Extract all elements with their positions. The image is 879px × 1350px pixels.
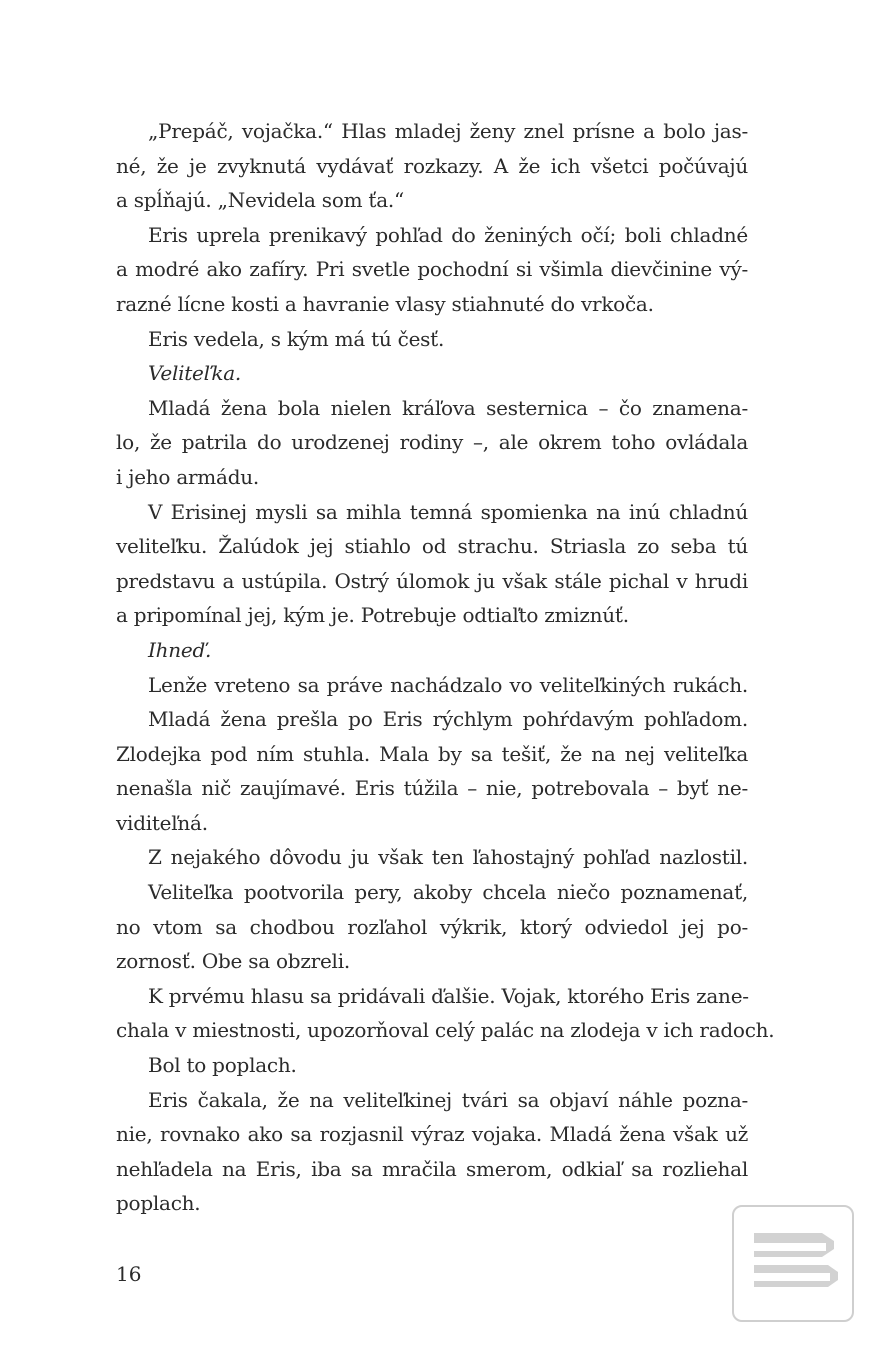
text-line: Lenže vreteno sa práve nachádzalo vo veliteľkiných rukách. <box>148 672 748 697</box>
text-line: a spĺňajú. „Nevidela som ťa.“ <box>116 188 404 213</box>
page-number: 16 <box>116 1262 142 1286</box>
text-line: Ihneď. <box>148 637 212 662</box>
text-line: Bol to poplach. <box>148 1053 297 1078</box>
text-line: Mladá žena bola nielen kráľova sesternica – čo znamena- <box>148 395 748 420</box>
text-line: lo, že patrila do urodzenej rodiny –, ale okrem toho ovládala <box>116 430 748 455</box>
text-line: veliteľku. Žalúdok jej stiahlo od strachu. Striasla zo seba tú <box>116 534 748 559</box>
text-line: i jeho armádu. <box>116 464 259 489</box>
text-line: né, že je zvyknutá vydávať rozkazy. A že ich všetci počúvajú <box>116 153 748 178</box>
text-line: „Prepáč, vojačka.“ Hlas mladej ženy znel prísne a bolo jas- <box>148 119 748 143</box>
text-line: a modré ako zafíry. Pri svetle pochodní si všimla dievčinine vý- <box>116 257 748 282</box>
text-line: chala v miestnosti, upozorňoval celý palác na zlodeja v ich radoch. <box>116 1018 775 1043</box>
text-line: Eris čakala, že na veliteľkinej tvári sa objaví náhle pozna- <box>148 1087 748 1112</box>
book-stack-logo-icon <box>732 1205 854 1322</box>
text-line: Eris uprela prenikavý pohľad do ženiných očí; boli chladné <box>148 222 748 247</box>
text-line: predstavu a ustúpila. Ostrý úlomok ju však stále pichal v hrudi <box>116 568 748 593</box>
text-line: nenašla nič zaujímavé. Eris túžila – nie, potrebovala – byť ne- <box>116 776 748 801</box>
text-line: V Erisinej mysli sa mihla temná spomienka na inú chladnú <box>148 499 748 524</box>
text-line: Zlodejka pod ním stuhla. Mala by sa tešiť, že na nej veliteľka <box>116 741 748 766</box>
text-line: Z nejakého dôvodu ju však ten ľahostajný pohľad nazlostil. <box>148 845 748 870</box>
text-line: nie, rovnako ako sa rozjasnil výraz vojaka. Mladá žena však už <box>116 1122 748 1147</box>
text-line: viditeľná. <box>116 810 208 835</box>
text-line: zornosť. Obe sa obzreli. <box>116 949 350 974</box>
body-text <box>116 114 775 1221</box>
text-line: a pripomínal jej, kým je. Potrebuje odtiaľto zmiznúť. <box>116 603 629 628</box>
text-line: Veliteľka. <box>148 361 242 386</box>
text-line: Veliteľka pootvorila pery, akoby chcela niečo poznamenať, <box>148 880 748 905</box>
text-line: no vtom sa chodbou rozľahol výkrik, ktorý odviedol jej po- <box>116 914 748 939</box>
text-line: nehľadela na Eris, iba sa mračila smerom, odkiaľ sa rozliehal <box>116 1156 748 1181</box>
text-line: K prvému hlasu sa pridávali ďalšie. Vojak, ktorého Eris zane- <box>148 983 749 1008</box>
text-line: razné lícne kosti a havranie vlasy stiahnuté do vrkoča. <box>116 291 654 316</box>
text-line: Eris vedela, s kým má tú česť. <box>148 326 445 351</box>
text-line: Mladá žena prešla po Eris rýchlym pohŕdavým pohľadom. <box>148 707 748 732</box>
text-line: poplach. <box>116 1191 201 1216</box>
